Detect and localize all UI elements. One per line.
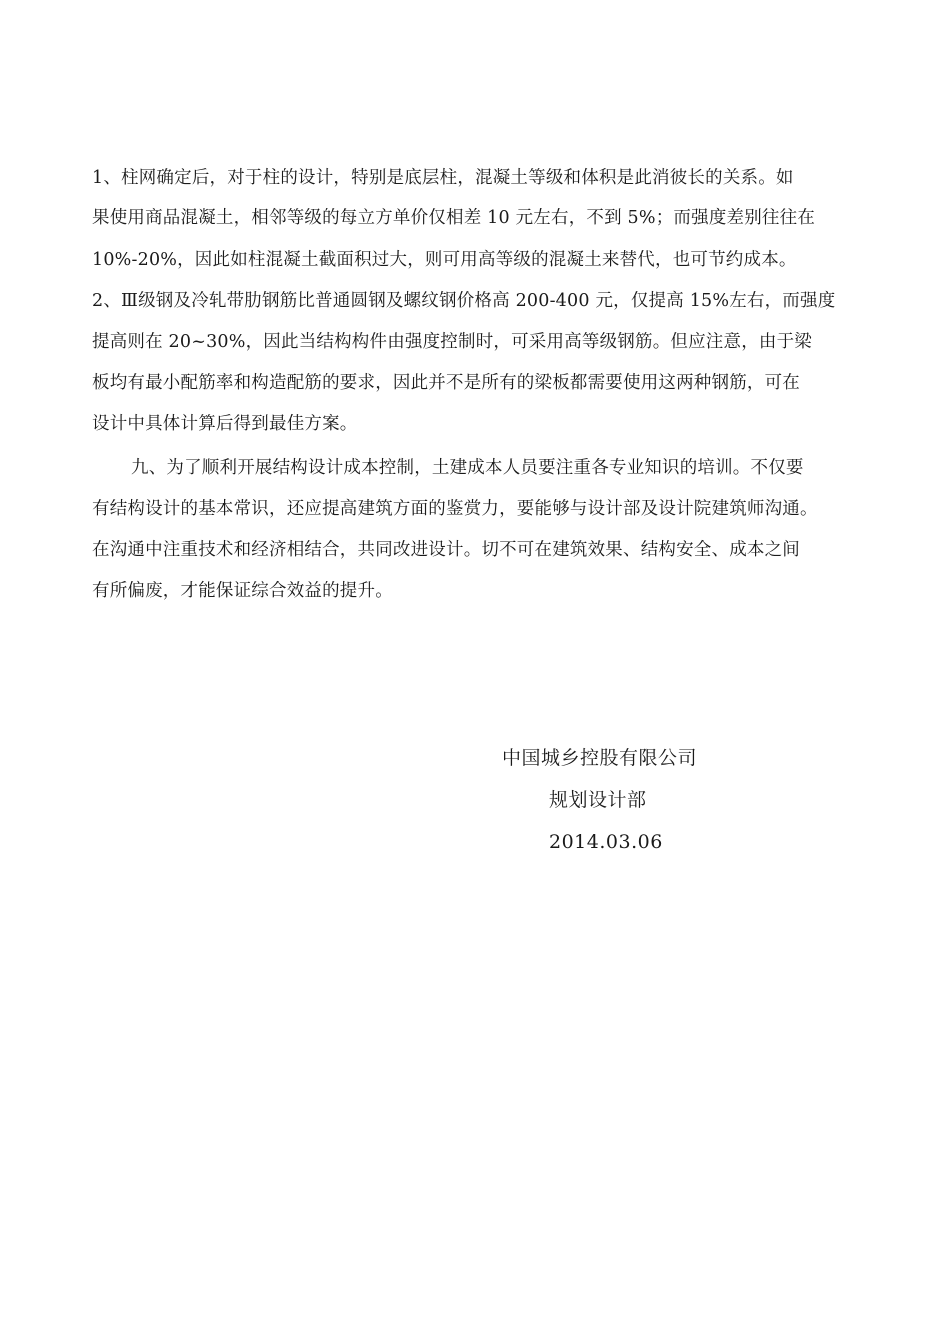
paragraph-line: 2、Ⅲ级钢及冷轧带肋钢筋比普通圆钢及螺纹钢价格高 200-400 元，仅提高 15%左右，而强度 (92, 291, 836, 311)
paragraph-line: 10%-20%，因此如柱混凝土截面积过大，则可用高等级的混凝土来替代，也可节约成本。 (92, 250, 797, 270)
paragraph-line: 果使用商品混凝土，相邻等级的每立方单价仅相差 10 元左右，不到 5%；而强度差别往往在 (92, 208, 816, 228)
signature-date: 2014.03.06 (549, 831, 663, 853)
paragraph-line: 设计中具体计算后得到最佳方案。 (92, 414, 358, 434)
paragraph-line: 板均有最小配筋率和构造配筋的要求，因此并不是所有的梁板都需要使用这两种钢筋，可在 (92, 373, 800, 393)
paragraph-line: 在沟通中注重技术和经济相结合，共同改进设计。切不可在建筑效果、结构安全、成本之间 (92, 540, 800, 560)
signature-department: 规划设计部 (549, 789, 647, 811)
paragraph-line: 有结构设计的基本常识，还应提高建筑方面的鉴赏力，要能够与设计部及设计院建筑师沟通。 (92, 499, 818, 519)
paragraph-line: 有所偏废，才能保证综合效益的提升。 (92, 581, 393, 601)
paragraph-line: 提高则在 20~30%，因此当结构构件由强度控制时，可采用高等级钢筋。但应注意，由于梁 (92, 332, 812, 352)
paragraph-line: 九、为了顺利开展结构设计成本控制，土建成本人员要注重各专业知识的培训。不仅要 (131, 458, 804, 478)
paragraph-line: 1、柱网确定后，对于柱的设计，特别是底层柱，混凝土等级和体积是此消彼长的关系。如 (92, 168, 794, 188)
signature-company: 中国城乡控股有限公司 (502, 747, 698, 769)
